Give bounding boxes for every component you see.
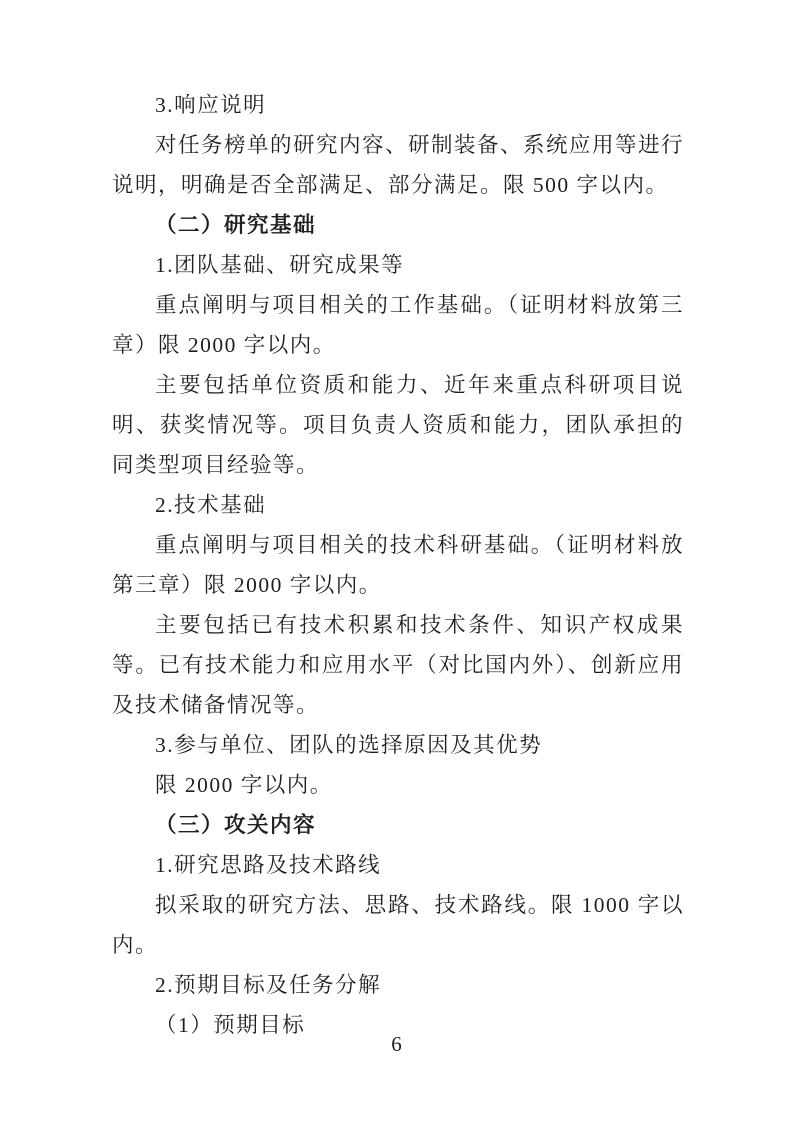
paragraph-participant-reason-limit: 限 2000 字以内。 — [155, 773, 333, 797]
page-number: 6 — [391, 1032, 402, 1056]
paragraph-participant-reason-title: 3.参与单位、团队的选择原因及其优势 — [155, 733, 543, 757]
paragraph-expected-goal-title: 2.预期目标及任务分解 — [155, 973, 382, 997]
paragraph-research-route-body: 拟采取的研究方法、思路、技术路线。限 1000 字以内。 — [112, 893, 684, 957]
paragraph-expected-goal-sub: （1）预期目标 — [155, 1013, 306, 1037]
paragraph-tech-basis-title: 2.技术基础 — [155, 493, 267, 517]
document-body — [112, 85, 684, 1045]
paragraph-team-basis-body: 重点阐明与项目相关的工作基础。（证明材料放第三章）限 2000 字以内。 — [112, 293, 684, 357]
section-heading-research-basis: （二）研究基础 — [155, 213, 317, 237]
section-heading-research-content: （三）攻关内容 — [155, 813, 317, 837]
paragraph-team-basis-title: 1.团队基础、研究成果等 — [155, 253, 405, 277]
paragraph-tech-basis-body: 重点阐明与项目相关的技术科研基础。（证明材料放第三章）限 2000 字以内。 — [112, 533, 684, 597]
paragraph-response-note-title: 3.响应说明 — [155, 93, 267, 117]
paragraph-research-route-title: 1.研究思路及技术路线 — [155, 853, 382, 877]
paragraph-response-note-body: 对任务榜单的研究内容、研制装备、系统应用等进行说明，明确是否全部满足、部分满足。限 500 字以内。 — [112, 133, 685, 197]
paragraph-tech-basis-detail: 主要包括已有技术积累和技术条件、知识产权成果等。已有技术能力和应用水平（对比国内外）、创新应用及技术储备情况等。 — [112, 613, 684, 717]
paragraph-team-basis-detail: 主要包括单位资质和能力、近年来重点科研项目说明、获奖情况等。项目负责人资质和能力，团队承担的同类型项目经验等。 — [112, 373, 684, 477]
